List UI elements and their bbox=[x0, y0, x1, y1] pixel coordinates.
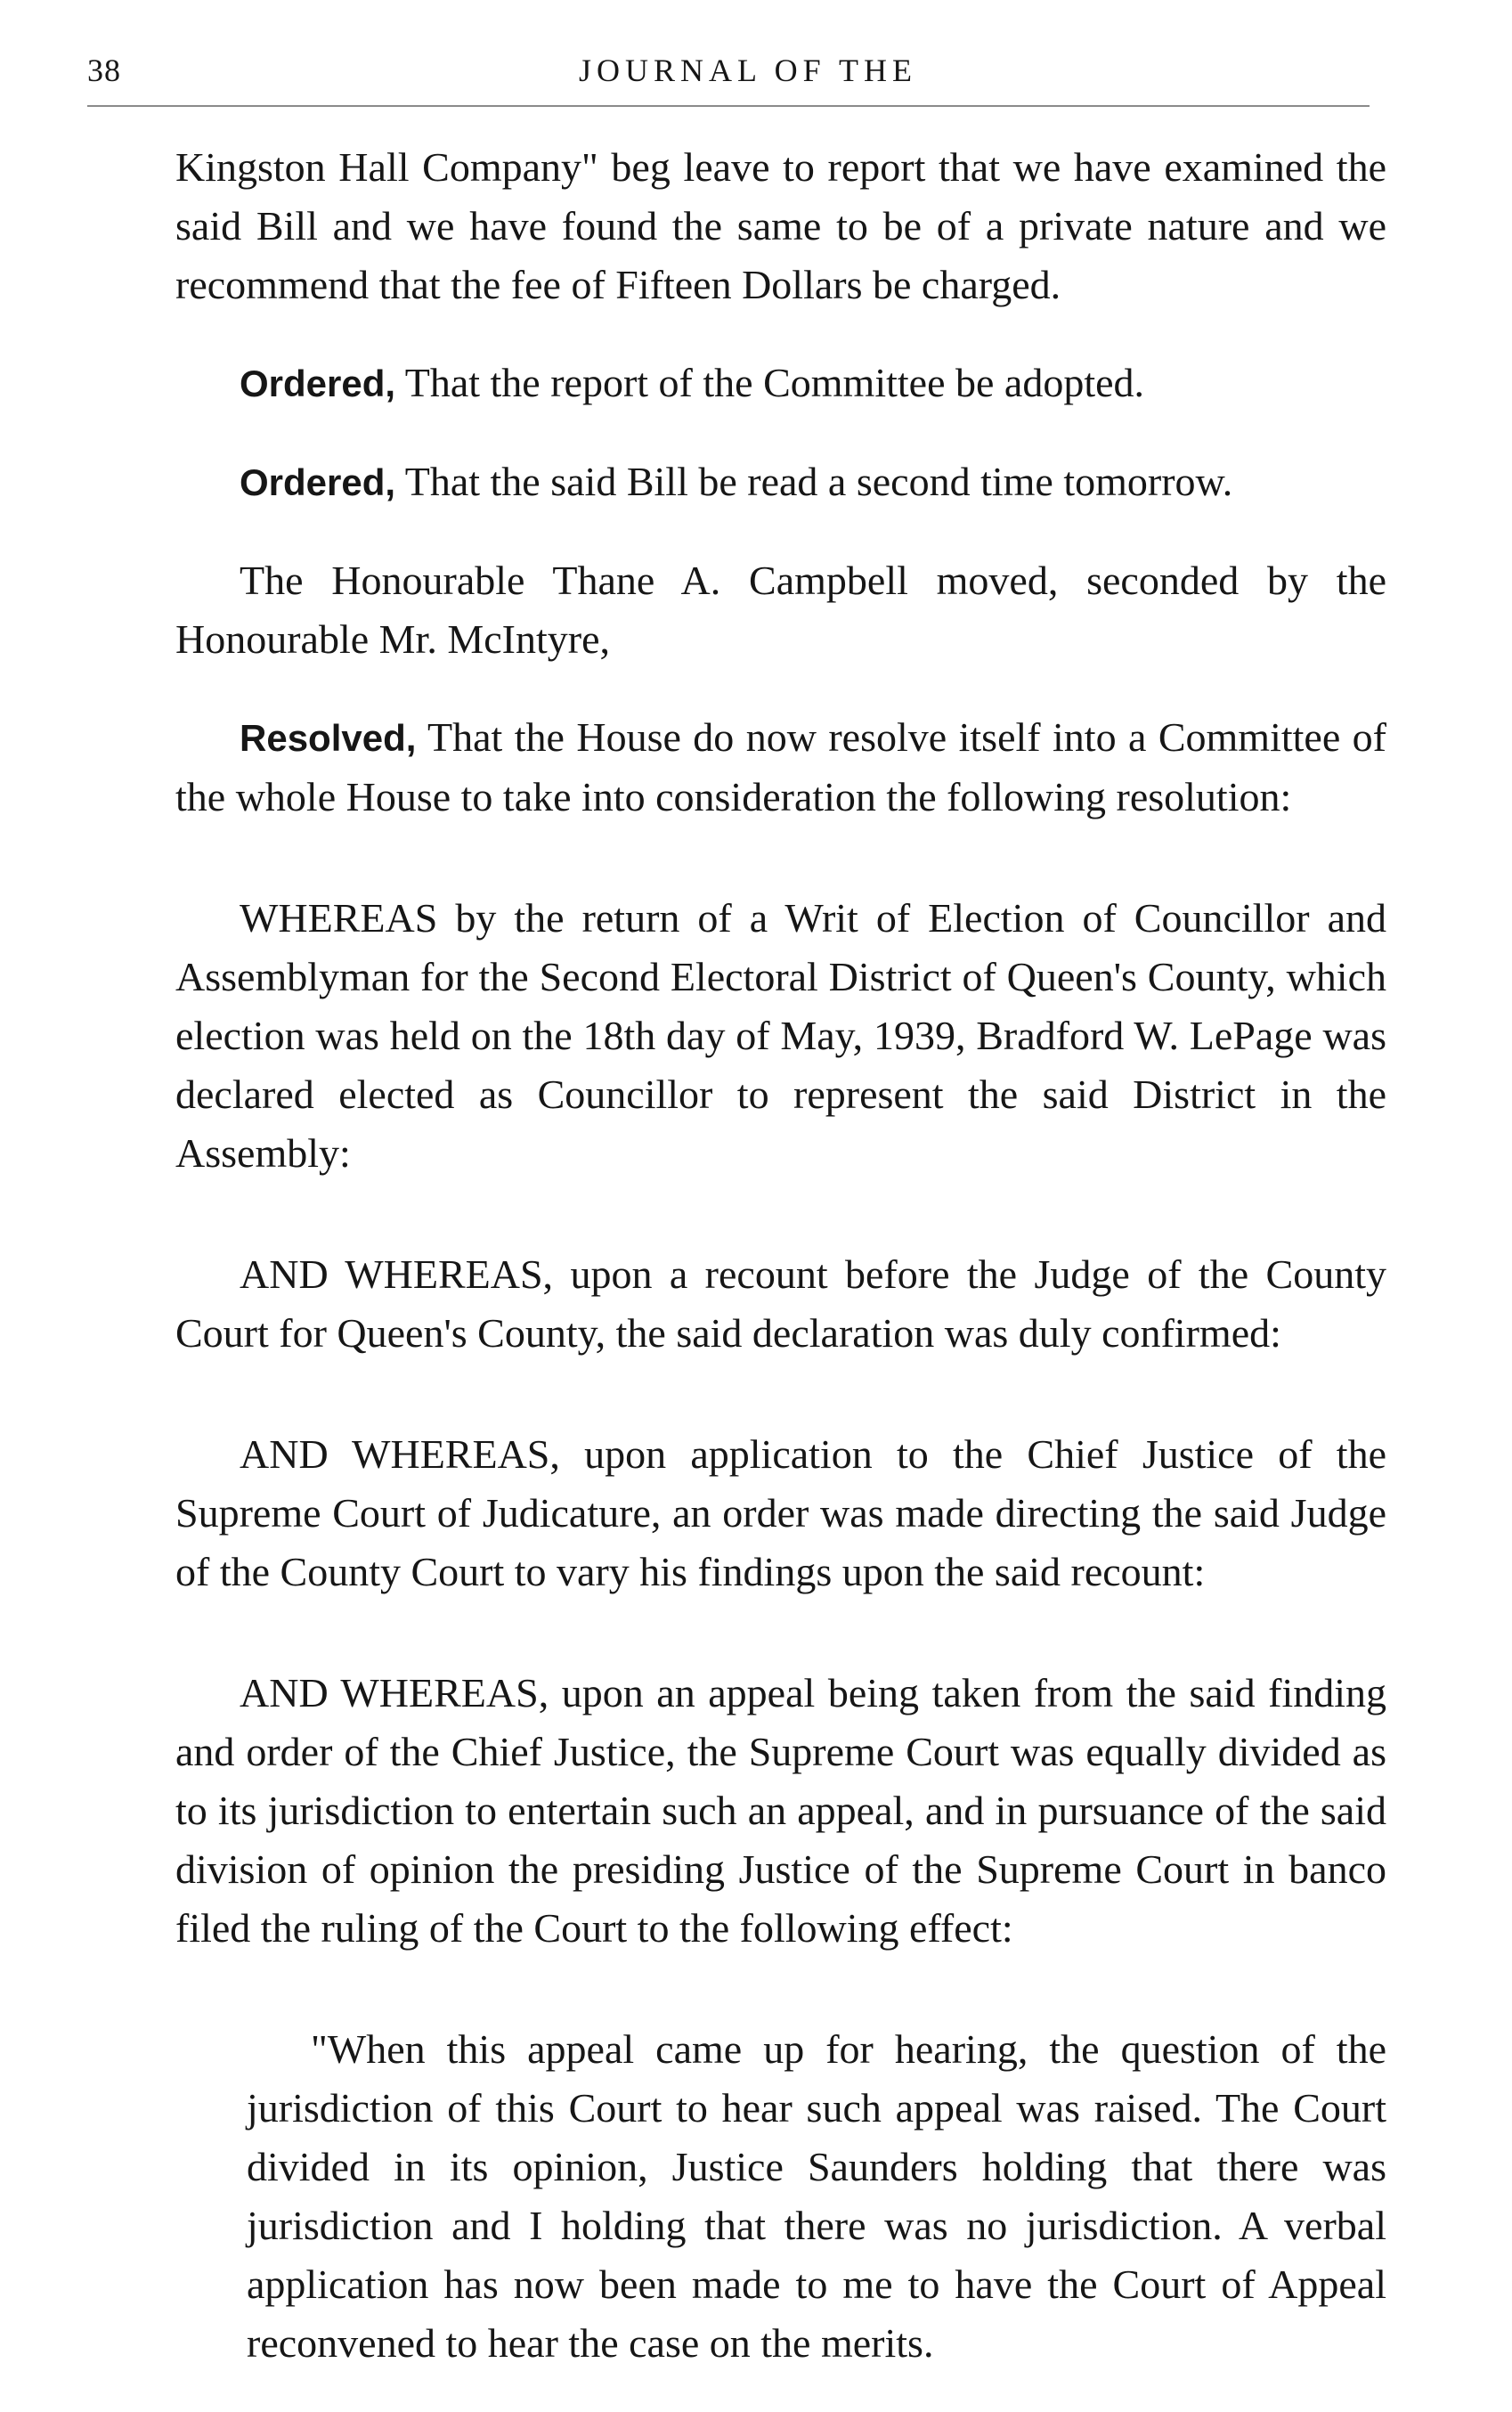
paragraph-quoted-ruling bbox=[247, 2020, 1386, 2373]
paragraph-lead-word: Resolved, bbox=[240, 717, 417, 759]
paragraph-resolved bbox=[175, 708, 1386, 827]
running-head bbox=[0, 36, 1512, 98]
paragraph-text: WHEREAS by the return of a Writ of Election of Councillor and Assemblyman for the Second Electoral District of Queen's County, which election was held on the 18th day of May, 1939, Bradford W. LePage was declared elected as Councillor to represent the said District in the Assembly: bbox=[175, 895, 1386, 1176]
paragraph-text: Kingston Hall Company" beg leave to report that we have examined the said Bill and we have found the same to be of a private nature and we recommend that the fee of Fifteen Dollars be charged. bbox=[175, 144, 1386, 307]
page-number: 38 bbox=[87, 53, 121, 88]
paragraph-whereas-election bbox=[175, 889, 1386, 1183]
paragraph-text: AND WHEREAS, upon an appeal being taken from the said finding and order of the Chief Justice, the Supreme Court was equally divided as to its jurisdiction to entertain such an appeal, and in pursuance of the said division of opinion the presiding Justice of the Supreme Court in banco filed the ruling of the Court to the following effect: bbox=[175, 1670, 1386, 1951]
paragraph-whereas-application bbox=[175, 1425, 1386, 1601]
paragraph-whereas-appeal bbox=[175, 1664, 1386, 1958]
page-body bbox=[175, 138, 1386, 2412]
paragraph-committee-report bbox=[175, 138, 1386, 314]
paragraph-ordered-second-reading bbox=[175, 452, 1386, 512]
paragraph-text: That the House do now resolve itself into a Committee of the whole House to take into consideration the following resolution: bbox=[175, 714, 1386, 819]
journal-title: JOURNAL OF THE bbox=[579, 53, 918, 88]
paragraph-whereas-recount bbox=[175, 1245, 1386, 1363]
paragraph-text: AND WHEREAS, upon a recount before the Judge of the County Court for Queen's County, the said declaration was duly confirmed: bbox=[175, 1251, 1386, 1356]
paragraph-lead-word: Ordered, bbox=[240, 461, 396, 503]
header-rule bbox=[87, 105, 1370, 107]
paragraph-text: That the said Bill be read a second time tomorrow. bbox=[395, 459, 1233, 504]
paragraph-ordered-adopted bbox=[175, 354, 1386, 413]
paragraph-text: That the report of the Committee be adopted. bbox=[395, 360, 1145, 405]
paragraph-text: AND WHEREAS, upon application to the Chief Justice of the Supreme Court of Judicature, an order was made directing the said Judge of the County Court to vary his findings upon the said recount: bbox=[175, 1431, 1386, 1594]
paragraph-text: "When this appeal came up for hearing, the question of the jurisdiction of this Court to hear such appeal was raised. The Court divided in its opinion, Justice Saunders holding that there was jurisdiction and I holding that there was no jurisdiction. A verbal application has now been made to me to have the Court of Appeal reconvened to hear the case on the merits. bbox=[247, 2026, 1386, 2366]
paragraph-text: The Honourable Thane A. Campbell moved, seconded by the Honourable Mr. McIntyre, bbox=[175, 558, 1386, 662]
paragraph-motion bbox=[175, 551, 1386, 669]
paragraph-lead-word: Ordered, bbox=[240, 363, 396, 404]
